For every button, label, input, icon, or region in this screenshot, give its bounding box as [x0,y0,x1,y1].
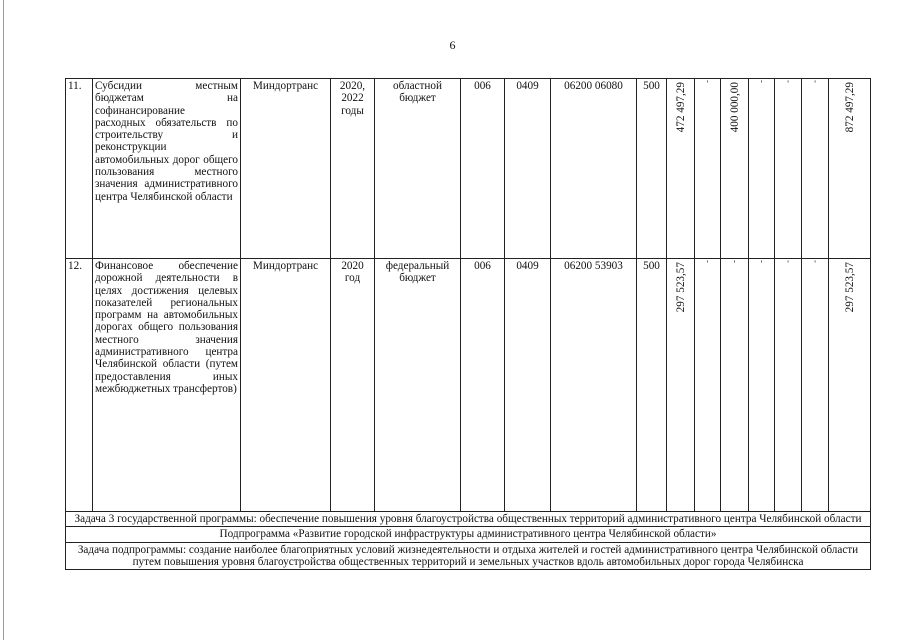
amount-value: 297 523,57 [674,262,687,313]
vr-code: 500 [637,259,667,512]
vr-code: 500 [637,79,667,259]
measure-name: Финансовое обеспечение дорожной деятельности в целях достижения целевых показателей региональных программ на автомобильных дорогах общего пользования местного значения административного центра Челябинской области (путем предоставления иных межбюджетных трансфертов) [93,259,241,512]
grbs-code: 006 [461,79,505,259]
amount-year-3 [721,259,749,512]
amount-total [829,79,871,259]
total-value: 872 497,29 [843,82,856,133]
empty-mark: ' [760,79,763,89]
section-row [66,542,871,570]
rzpr-code: 0409 [505,259,551,512]
amount-year-4 [749,259,775,512]
amount-year-1 [667,259,695,512]
amount-year-2 [695,79,721,259]
empty-mark: ' [814,259,816,269]
amount-year-3 [721,79,749,259]
amount-year-2 [695,259,721,512]
empty-mark: ' [814,79,816,89]
period: 2020 год [331,259,375,512]
table-row [66,259,871,512]
csr-code: 06200 53903 [551,259,637,512]
empty-mark: ' [706,79,709,89]
empty-mark: ' [760,259,763,269]
subprogram-title: Подпрограмма «Развитие городской инфраструктуры административного центра Челябинской области» [66,527,871,542]
amount-value: 400 000,00 [728,82,741,133]
rzpr-code: 0409 [505,79,551,259]
empty-mark: ' [733,259,736,269]
funding-source: федеральный бюджет [375,259,461,512]
amount-year-5 [775,79,802,259]
budget-table [65,78,871,570]
section-row [66,512,871,527]
amount-year-6 [802,259,829,512]
empty-mark: ' [706,259,709,269]
row-number: 12. [66,259,93,512]
page-number: 6 [449,38,456,52]
amount-year-6 [802,79,829,259]
amount-year-1 [667,79,695,259]
subprogram-task: Задача подпрограммы: создание наиболее благоприятных условий жизнедеятельности и отдыха жителей и гостей административного центра Челябинской области путем повышения уровня благоустройства общественных территорий и земельных участков вдоль автомобильных дорог города Челябинска [66,542,871,570]
page-left-edge [3,0,4,640]
measure-name: Субсидии местным бюджетам на софинансирование расходных обязательств по строительству и реконструкции автомобильных дорог общего пользования местного значения административного центра Челябинской области [93,79,241,259]
row-number: 11. [66,79,93,259]
executor: Миндортранс [241,79,331,259]
program-task-3: Задача 3 государственной программы: обеспечение повышения уровня благоустройства общественных территорий административного центра Челябинской области [66,512,871,527]
total-value: 297 523,57 [843,262,856,313]
grbs-code: 006 [461,259,505,512]
amount-year-5 [775,259,802,512]
table-row [66,79,871,259]
empty-mark: ' [787,259,789,269]
section-row [66,527,871,542]
empty-mark: ' [787,79,789,89]
amount-value: 472 497,29 [674,82,687,133]
csr-code: 06200 06080 [551,79,637,259]
period: 2020, 2022 годы [331,79,375,259]
executor: Миндортранс [241,259,331,512]
funding-source: областной бюджет [375,79,461,259]
amount-total [829,259,871,512]
amount-year-4 [749,79,775,259]
